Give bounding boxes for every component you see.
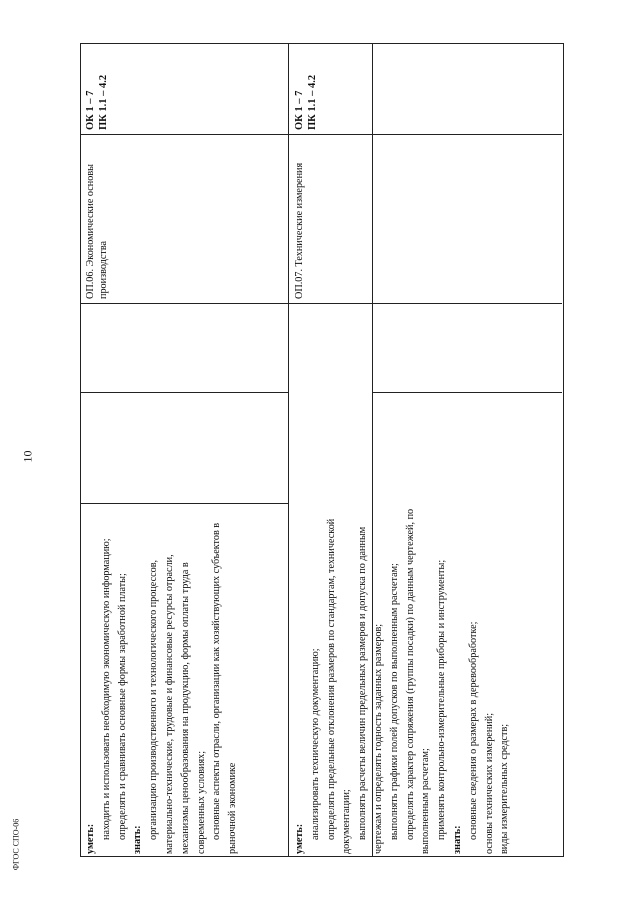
skill-item: определять характер сопряжения (группы посадки) по данным чертежей, по выполненным расчетам; [404,508,432,854]
knowledge-item: основные сведения о размерах в деревообработке; [467,621,479,840]
col-divider-empty [81,392,288,393]
discipline-name: ОП.06. Экономические основы производства [85,163,109,299]
znat-label: знать: [451,825,463,854]
content-cell-2 [292,508,513,854]
col-divider-empty-2 [372,392,562,393]
skill-item: применять контрольно-измерительные приборы и инструменты; [436,559,448,840]
znat-label: знать: [132,825,144,854]
col-divider-content [81,503,288,504]
knowledge-item: виды измерительных средств; [499,723,511,854]
skill-item: выполнять расчеты величин предельных размеров и допуска по данным чертежам и определять годность заданных размеров; [357,526,384,854]
code-pk: ПК 1.1 – 4.2 [307,74,318,130]
col-divider-discipline [81,303,562,304]
skill-item: находить и использовать необходимую экономическую информацию; [100,538,112,840]
umet-label: уметь: [294,823,305,854]
footer-code: ФГОС СПО-06 [11,818,21,871]
knowledge-item: основы технических измерений; [483,712,495,854]
umet-label: уметь: [85,823,96,854]
codes-cell-2 [293,50,319,130]
col-divider-codes [81,134,562,135]
code-pk: ПК 1.1 – 4.2 [98,74,109,130]
knowledge-item: основные аспекты отрасли, организации как хозяйствующих субъектов в рыночной экономике [211,522,239,854]
requirements-table [80,43,564,857]
codes-cell-1 [84,50,110,130]
skill-item: выполнять графики полей допусков по выполненным расчетам; [388,563,400,840]
code-ok: ОК 1 – 7 [85,90,96,130]
discipline-name: ОП.07. Технические измерения [294,162,305,299]
page-number: 10 [20,450,35,463]
discipline-cell-1 [84,139,110,299]
discipline-cell-2 [293,139,306,299]
content-cell-1 [83,508,241,854]
knowledge-item: организацию производственного и технологического процессов, материально-технические, трудовые и финансовые ресурсы отрасли, механизмы ценообразования на продукцию, формы оплаты труда в современных условиях; [148,554,207,854]
skill-item: определять и сравнивать основные формы заработной платы; [116,573,128,840]
skill-item: анализировать техническую документацию; [309,648,321,840]
code-ok: ОК 1 – 7 [294,90,305,130]
row-divider [288,44,289,856]
skill-item: определять предельные отклонения размеров по стандартам, технической документации; [325,518,353,854]
